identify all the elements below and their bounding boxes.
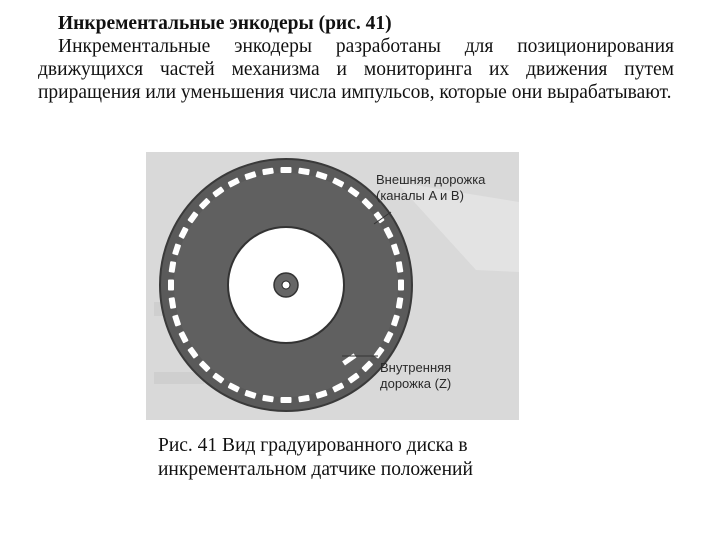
outer-track-label bbox=[376, 172, 485, 204]
outer-track-slot bbox=[281, 167, 292, 173]
outer-track-slot bbox=[168, 280, 174, 291]
section-heading: Инкрементальные энкодеры (рис. 41) bbox=[58, 13, 392, 34]
inner-track-label bbox=[380, 360, 451, 392]
outer-track-label-line1: Внешняя дорожка bbox=[376, 172, 486, 187]
text-block bbox=[38, 12, 674, 104]
outer-track-slot bbox=[398, 280, 404, 291]
encoder-figure bbox=[146, 152, 519, 420]
graduated-disk bbox=[160, 159, 412, 411]
caption-line2: инкрементальном датчике положений bbox=[158, 459, 473, 480]
outer-track-slot bbox=[281, 397, 292, 403]
outer-track-label-line2: (каналы A и B) bbox=[376, 188, 464, 203]
caption-line1: Рис. 41 Вид градуированного диска в bbox=[158, 435, 468, 456]
inner-track-label-line2: дорожка (Z) bbox=[380, 376, 452, 391]
disk-shaft-hole bbox=[282, 281, 290, 289]
inner-track-label-line1: Внутренняя bbox=[380, 360, 452, 375]
body-paragraph: Инкрементальные энкодеры разработаны для позиционирования движущихся частей механизма и мониторинга их движения путем приращения или уменьшения числа импульсов, которые они вырабатывают. bbox=[38, 36, 674, 103]
figure-caption bbox=[146, 434, 598, 482]
